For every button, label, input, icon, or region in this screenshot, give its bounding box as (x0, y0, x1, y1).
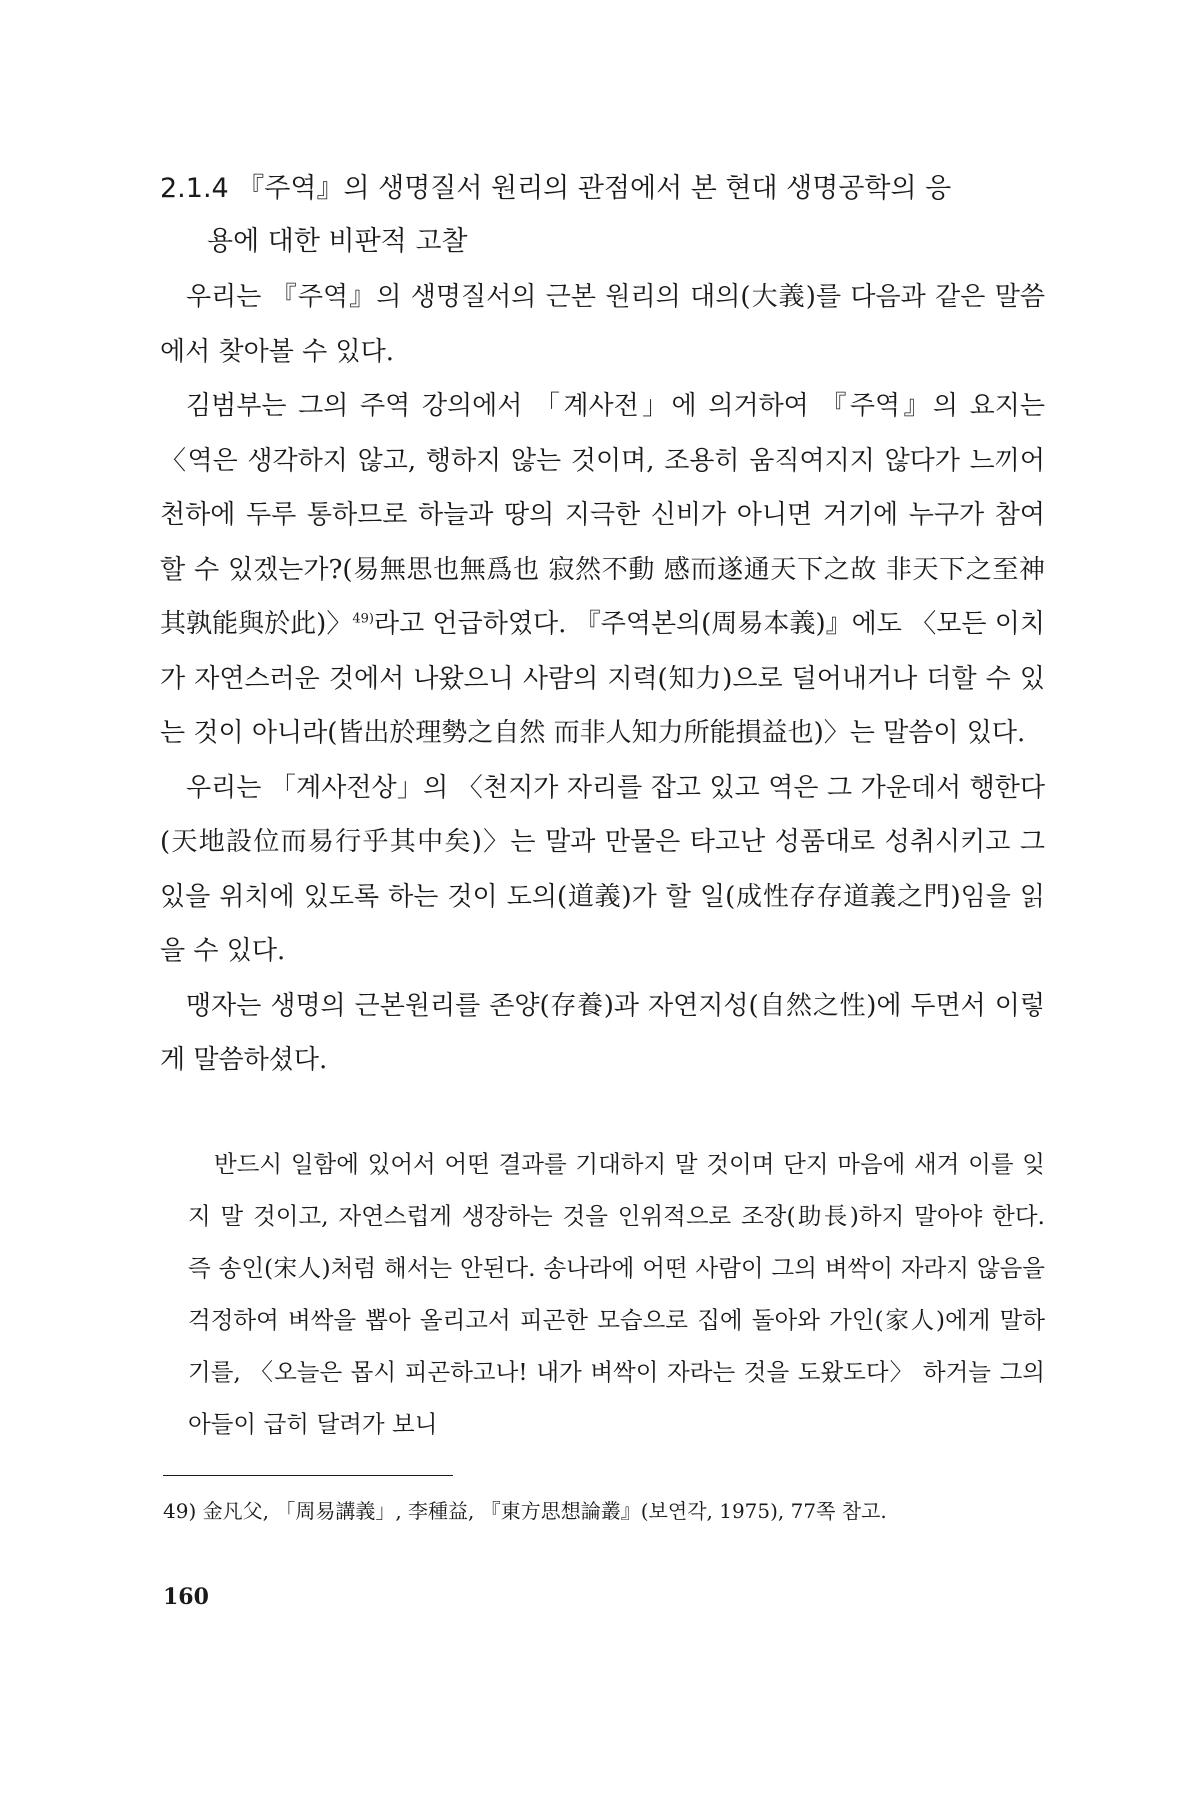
footnote-ref-49: 49) (352, 611, 375, 627)
section-heading (160, 162, 1045, 268)
paragraph-2 (160, 379, 1045, 761)
footnote-divider (163, 1475, 453, 1476)
section-heading-line-1: 2.1.4 『주역』의 생명질서 원리의 관점에서 본 현대 생명공학의 응 (160, 173, 952, 204)
page-number: 160 (163, 1584, 209, 1610)
paragraph-3: 우리는 「계사전상」의 〈천지가 자리를 잡고 있고 역은 그 가운데서 행한다(天地設位而易行乎其中矣)〉는 말과 만물은 타고난 성품대로 성취시키고 그 있을 위치에 있도록 하는 것이 도의(道義)가 할 일(成性存存道義之門)임을 읽을 수 있다. (160, 772, 1045, 966)
block-quote (188, 1138, 1045, 1450)
section-heading-line-2: 용에 대한 비판적 고찰 (207, 226, 468, 257)
body-text (160, 270, 1045, 1088)
paragraph-1: 우리는 『주역』의 생명질서의 근본 원리의 대의(大義)를 다음과 같은 말씀에서 찾아볼 수 있다. (160, 282, 1045, 367)
block-quote-text: 반드시 일함에 있어서 어떤 결과를 기대하지 말 것이며 단지 마음에 새겨 이를 잊지 말 것이고, 자연스럽게 생장하는 것을 인위적으로 조장(助長)하지 말아야 한다. 즉 송인(宋人)처럼 해서는 안된다. 송나라에 어떤 사람이 그의 벼싹이 자라지 않음을 걱정하여 벼싹을 뽑아 올리고서 피곤한 모습으로 집에 돌아와 가인(家人)에게 말하기를, 〈오늘은 몹시 피곤하고나! 내가 벼싹이 자라는 것을 도왔도다〉 하거늘 그의 아들이 급히 달려가 보니 (188, 1150, 1045, 1438)
paragraph-2-part-1: 김범부는 그의 주역 강의에서 「계사전」에 의거하여 『주역』의 요지는 〈역은 생각하지 않고, 행하지 않는 것이며, 조용히 움직여지지 않다가 느끼어 천하에 두루 통하므로 하늘과 땅의 지극한 신비가 아니면 거기에 누구가 참여할 수 있겠는가?(易無思也無爲也 寂然不動 感而遂通天下之故 非天下之至神 其孰能與於此)〉 (160, 391, 1045, 639)
paragraph-2-part-2: 라고 언급하였다. 『주역본의(周易本義)』에도 〈모든 이치가 자연스러운 것에서 나왔으니 사람의 지력(知力)으로 덜어내거나 더할 수 있는 것이 아니라(皆出於理勢之自然 而非人知力所能損益也)〉는 말씀이 있다. (160, 609, 1045, 748)
footnote-49: 49) 金凡父, 「周易講義」, 李種益, 『東方思想論叢』(보연각, 1975), 77쪽 참고. (163, 1499, 887, 1523)
paragraph-4: 맹자는 생명의 근본원리를 존양(存養)과 자연지성(自然之性)에 두면서 이렇게 말씀하셨다. (160, 990, 1045, 1075)
